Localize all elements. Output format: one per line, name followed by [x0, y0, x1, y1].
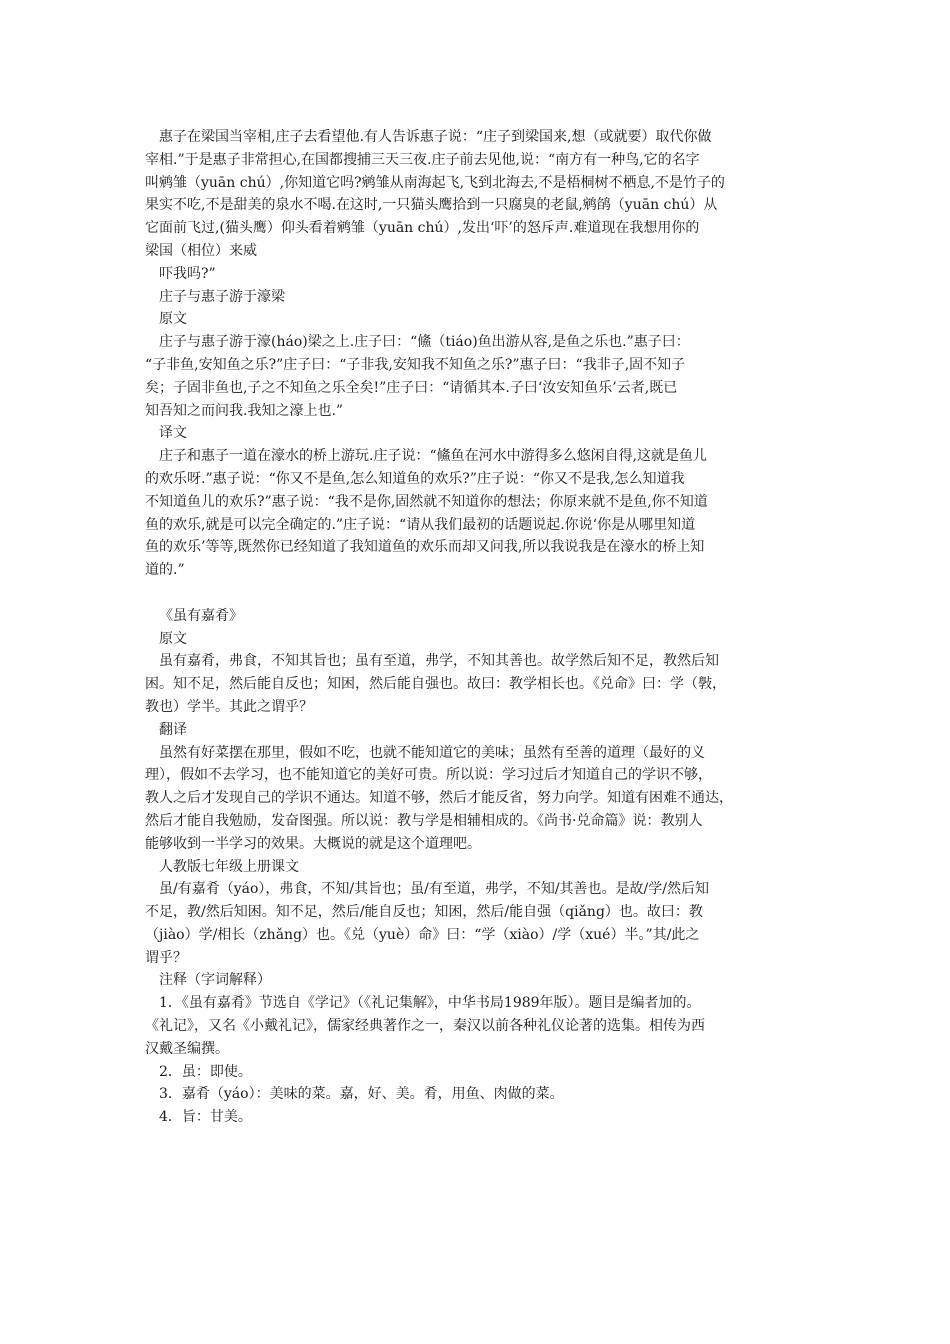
- note-item: 3．嘉肴（yáo）：美味的菜。嘉，好、美。肴，用鱼、肉做的菜。: [159, 1086, 564, 1103]
- zhuangzi-original-paragraph: [145, 331, 813, 422]
- text-line: 道的.”: [145, 562, 185, 579]
- text-line: 庄子和惠子一道在濠水的桥上游玩.庄子说：“鯈鱼在河水中游得多么悠闲自得,这就是鱼儿: [159, 448, 708, 465]
- note-item: 汉戴圣编撰。: [145, 1040, 229, 1057]
- huizi-translation-paragraph: [145, 126, 813, 286]
- jiayao-notes: [145, 992, 813, 1129]
- text-line: 惠子在梁国当宰相,庄子去看望他.有人告诉惠子说：“庄子到梁国来,想（或就要）取代你做: [159, 129, 712, 145]
- translation-heading: 译文: [159, 425, 187, 442]
- blank-line: [145, 582, 813, 605]
- text-line: 不知道鱼儿的欢乐?”惠子说：“我不是你,固然就不知道你的想法；你原来就不是鱼,你不知道: [145, 493, 708, 510]
- text-line: 谓乎？: [145, 949, 187, 966]
- original-heading: 原文: [159, 630, 187, 647]
- text-line: 虽有嘉肴，弗食，不知其旨也；虽有至道，弗学，不知其善也。故学然后知不足，教然后知: [159, 653, 719, 670]
- text-line: 教也）学半。其此之谓乎？: [145, 698, 313, 715]
- text-line: （jiào）学/相长（zhǎng）也。《兑（yuè）命》曰：“学（xiào）/学（xué）半。”其/此之: [145, 926, 700, 943]
- note-item: 《礼记》，又名《小戴礼记》，儒家经典著作之一，秦汉以前各种礼仪论著的选集。相传为西: [145, 1018, 705, 1035]
- section-title: 《虽有嘉肴》: [159, 607, 243, 624]
- text-line: 能够收到一半学习的效果。大概说的就是这个道理吧。: [145, 835, 481, 852]
- zhuangzi-translation-paragraph: [145, 445, 813, 582]
- text-line: 果实不吃,不是甜美的泉水不喝.在这时,一只猫头鹰拾到一只腐臭的老鼠,鹓鹐（yuān chú）从: [145, 197, 718, 214]
- text-line: “子非鱼,安知鱼之乐?”庄子曰：“子非我,安知我不知鱼之乐?”惠子曰：“我非子,固不知子: [145, 356, 686, 373]
- text-line: 不足，教/然后知困。知不足，然后/能自反也；知困，然后/能自强（qiǎng）也。故曰：教: [145, 904, 703, 921]
- jiayao-translation-paragraph: [145, 742, 813, 856]
- jiayao-textbook-paragraph: [145, 878, 813, 969]
- text-line: 矣；子固非鱼也,子之不知鱼之乐全矣!”庄子曰：“请循其本.子曰‘汝安知鱼乐’云者,既已: [145, 379, 678, 396]
- document-page: [145, 126, 813, 1129]
- text-line: 它面前飞过,(猫头鹰）仰头看着鹓雏（yuān chú）,发出‘吓’的怒斥声.难道现在我想用你的: [145, 220, 700, 237]
- textbook-heading: 人教版七年级上册课文: [159, 858, 299, 875]
- text-line: 梁国（相位）来威: [145, 242, 257, 259]
- text-line: 教人之后才发现自己的学识不通达。知道不够，然后才能反省，努力向学。知道有困难不通达，: [145, 790, 733, 807]
- text-line: 鱼的欢乐,就是可以完全确定的.”庄子说：“请从我们最初的话题说起.你说‘你是从哪里知道: [145, 516, 696, 533]
- text-line: 然后才能自我勉励，发奋图强。所以说：教与学是相辅相成的。《尚书·兑命篇》说：教别人: [145, 812, 703, 829]
- text-line: 虽然有好菜摆在那里，假如不吃，也就不能知道它的美味；虽然有至善的道理（最好的义: [159, 744, 705, 761]
- text-line: 理），假如不去学习，也不能知道它的美好可贵。所以说：学习过后才知道自己的学识不够，: [145, 767, 712, 784]
- text-line: 吓我吗?”: [159, 265, 216, 282]
- text-line: 困。知不足，然后能自反也；知困，然后能自强也。故曰：教学相长也。《兑命》曰：学（斅，: [145, 676, 726, 693]
- note-item: 2．虽：即使。: [159, 1063, 252, 1080]
- note-item: 1．《虽有嘉肴》节选自《学记》（《礼记集解》，中华书局1989年版）。题目是编者加的。: [159, 995, 701, 1012]
- translation-heading: 翻译: [159, 721, 187, 738]
- notes-heading: 注释（字词解释）: [159, 972, 271, 989]
- text-line: 宰相.”于是惠子非常担心,在国都搜捕三天三夜.庄子前去见他,说：“南方有一种鸟,它的名字: [145, 151, 700, 168]
- text-line: 知吾知之而问我.我知之濠上也.”: [145, 402, 344, 419]
- original-heading: 原文: [159, 311, 187, 328]
- jiayao-original-paragraph: [145, 650, 813, 718]
- text-line: 鱼的欢乐’等等,既然你已经知道了我知道鱼的欢乐而却又问我,所以我说我是在濠水的桥上知: [145, 539, 705, 556]
- note-item: 4．旨：甘美。: [159, 1109, 252, 1126]
- text-line: 叫鹓雏（yuān chú）,你知道它吗?鹓雏从南海起飞,飞到北海去,不是梧桐树不栖息,不是竹子的: [145, 174, 725, 191]
- text-line: 庄子与惠子游于濠(háo)梁之上.庄子曰：“鯈（tiáo)鱼出游从容,是鱼之乐也.”惠子曰：: [159, 334, 690, 351]
- text-line: 的欢乐呀.”惠子说：“你又不是鱼,怎么知道鱼的欢乐?”庄子说：“你又不是我,怎么知道我: [145, 470, 685, 487]
- section-title: 庄子与惠子游于濠梁: [159, 288, 285, 305]
- text-line: 虽/有嘉肴（yáo），弗食，不知/其旨也；虽/有至道，弗学，不知/其善也。是故/学/然后知: [159, 881, 709, 898]
